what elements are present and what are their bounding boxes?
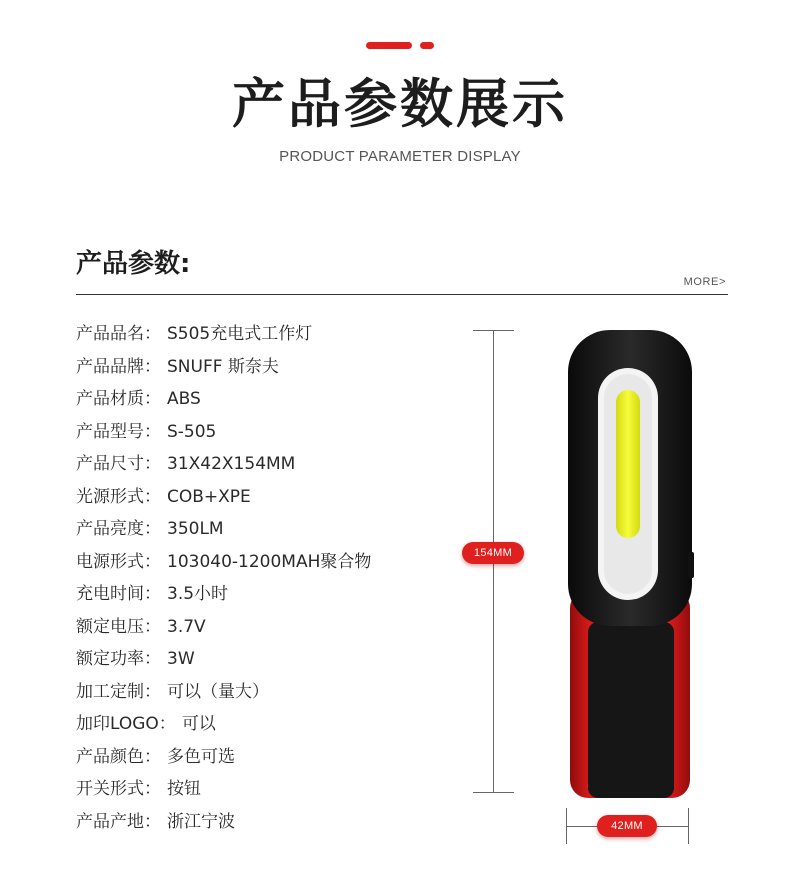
param-label: 产品材质： [76, 389, 161, 409]
page-title: 产品参数展示 [232, 74, 568, 135]
param-label: 加印LOGO： [76, 714, 176, 734]
param-row [76, 611, 371, 644]
param-row [76, 741, 371, 774]
param-row [76, 513, 371, 546]
header-accent-bar-long [366, 42, 412, 49]
height-dimension-badge: 154MM [462, 542, 524, 564]
param-label: 产品品名： [76, 324, 161, 344]
param-label: 充电时间： [76, 584, 161, 604]
param-label: 加工定制： [76, 681, 161, 702]
param-value: 103040-1200MAH聚合物 [167, 551, 372, 572]
section-divider [76, 294, 728, 295]
param-value: 3.5小时 [167, 584, 229, 604]
param-row [76, 383, 371, 416]
param-value: S-505 [167, 421, 217, 442]
param-value: SNUFF 斯奈夫 [167, 356, 279, 377]
param-label: 额定电压： [76, 616, 161, 637]
more-link[interactable]: MORE> [683, 276, 726, 288]
param-value: 浙江宁波 [167, 811, 235, 832]
param-row [76, 643, 371, 676]
param-label: 产品型号： [76, 421, 161, 442]
param-row [76, 773, 371, 806]
param-label: 产品产地： [76, 811, 161, 832]
header-accent-bar-short [420, 42, 434, 49]
param-row [76, 676, 371, 709]
param-row [76, 318, 371, 351]
param-value: 3.7V [167, 616, 206, 637]
param-value: 350LM [167, 519, 224, 539]
param-value: 按钮 [167, 779, 201, 799]
page-subtitle: PRODUCT PARAMETER DISPLAY [279, 148, 521, 165]
param-label: 开关形式： [76, 779, 161, 799]
section-title: 产品参数: [76, 249, 191, 279]
param-row [76, 448, 371, 481]
work-light-product-image [560, 330, 700, 800]
param-label: 电源形式： [76, 551, 161, 572]
param-row [76, 351, 371, 384]
param-label: 产品亮度： [76, 519, 161, 539]
param-row [76, 578, 371, 611]
param-label: 产品品牌： [76, 356, 161, 377]
param-label: 光源形式： [76, 486, 161, 507]
param-value: 多色可选 [167, 746, 235, 767]
param-value: 31X42X154MM [167, 454, 296, 474]
height-measure-cap-bottom [473, 792, 514, 793]
param-label: 额定功率： [76, 649, 161, 669]
param-value: 3W [167, 649, 195, 669]
param-row [76, 481, 371, 514]
param-row [76, 416, 371, 449]
param-value: 可以 [181, 714, 216, 734]
param-row [76, 546, 371, 579]
width-measure-cap-right [688, 808, 689, 844]
param-value: ABS [167, 389, 201, 409]
param-label: 产品尺寸： [76, 454, 161, 474]
param-value: S505充电式工作灯 [167, 324, 313, 344]
param-label: 产品颜色： [76, 746, 161, 767]
param-row [76, 708, 371, 741]
param-list [76, 318, 371, 838]
param-row [76, 806, 371, 839]
param-value: 可以（量大） [167, 681, 269, 702]
width-dimension-badge: 42MM [597, 815, 657, 837]
param-value: COB+XPE [167, 486, 251, 507]
